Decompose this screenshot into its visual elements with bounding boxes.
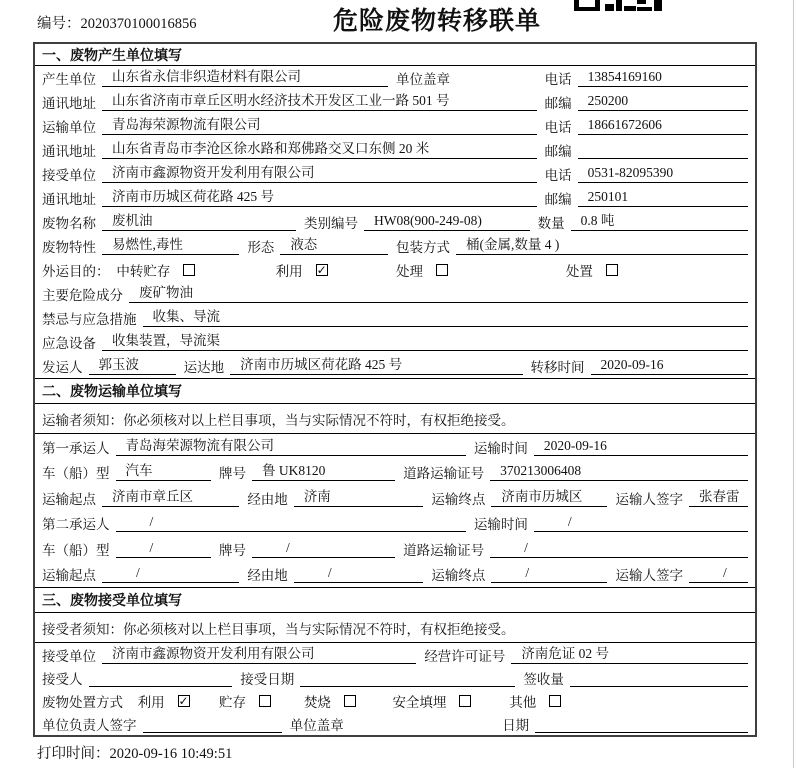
producer-unit-value: 山东省永信非织造材料有限公司 [102, 69, 388, 87]
transport-date-label: 运输时间 [473, 517, 528, 533]
transport-date-value: 2020-09-16 [534, 438, 748, 456]
checkbox-treat-box [436, 264, 448, 276]
waste-name-value: 废机油 [102, 213, 296, 231]
taboo-emergency-measures-value: 收集、导流 [143, 309, 749, 327]
unit-seal-label: 单位盖章 [289, 717, 344, 733]
phone [545, 116, 750, 136]
transfer-form-table [33, 42, 757, 737]
transport-origin [42, 564, 247, 584]
waste-name [42, 212, 304, 232]
transport-origin-value: / [102, 565, 239, 583]
transport-date-label: 运输时间 [473, 440, 528, 456]
plate-number [219, 462, 403, 482]
transport-unit-label: 运输单位 [42, 120, 96, 135]
transport-unit [42, 116, 545, 136]
checkbox-landfill-label: 安全填埋 [392, 694, 447, 710]
form-row [35, 210, 755, 234]
category-code-label: 类别编号 [303, 216, 358, 231]
form-state [247, 236, 396, 256]
first-carrier [42, 437, 474, 457]
producer-unit-label: 产生单位 [42, 72, 96, 87]
road-transport-license-label: 道路运输证号 [403, 466, 485, 482]
phone [545, 164, 750, 184]
consignor-value: 郭玉波 [89, 357, 176, 375]
received-quantity [523, 668, 750, 688]
transporter-signature-value: / [689, 565, 748, 583]
transporter-signature [615, 488, 750, 508]
transporter-signature-value: 张春雷 [689, 489, 748, 507]
checkbox-utilize-box: ✓ [178, 693, 189, 708]
checkbox-landfill [392, 691, 509, 711]
qr-code-fragment [574, 0, 662, 11]
checkbox-other-label: 其他 [509, 694, 537, 710]
form-row [35, 114, 755, 138]
receiving-unit-label: 接受单位 [42, 168, 96, 183]
form-row [35, 511, 755, 537]
packing-method [396, 236, 750, 256]
section-receiver [35, 587, 755, 735]
mailing-address-label: 通讯地址 [42, 96, 96, 111]
waste-property-value: 易燃性,毒性 [102, 237, 239, 255]
plate-number-label: 牌号 [219, 542, 246, 558]
first-carrier-label: 第一承运人 [42, 440, 110, 456]
mailing-address-value: 山东省济南市章丘区明水经济技术开发区工业一路 501 号 [102, 93, 537, 111]
checkbox-dispose-box [606, 264, 618, 276]
checkbox-other-box [549, 695, 561, 707]
emergency-equipment-label: 应急设备 [42, 336, 96, 351]
postcode-value: 250101 [578, 189, 748, 207]
checkbox-transfer-storage-box [183, 264, 195, 276]
responsible-signature-value [143, 715, 282, 733]
form-row [35, 282, 755, 306]
checkbox-utilize [138, 691, 219, 711]
transport-origin-label: 运输起点 [42, 491, 96, 507]
receiving-unit-value: 济南市鑫源物资开发利用有限公司 [102, 646, 416, 664]
transporter-signature [615, 564, 750, 584]
receive-date-label: 接受日期 [240, 671, 295, 687]
second-carrier [42, 513, 474, 533]
via-place-label: 经由地 [247, 568, 288, 584]
form-row [35, 90, 755, 114]
receiving-unit-value: 济南市鑫源物资开发利用有限公司 [102, 165, 537, 183]
road-transport-license [403, 462, 750, 482]
business-license-no-label: 经营许可证号 [424, 648, 506, 664]
form-state-value: 液态 [280, 237, 388, 255]
consignor [42, 356, 184, 376]
date-label: 日期 [502, 717, 530, 733]
checkbox-landfill-box [459, 695, 471, 707]
page-title: 危险废物转移联单 [332, 7, 541, 35]
plate-number-value: 鲁 UK8120 [252, 463, 395, 481]
phone-value: 18661672606 [578, 117, 748, 135]
mailing-address [42, 140, 545, 160]
checkbox-incinerate-label: 焚烧 [303, 694, 331, 710]
transfer-date-label: 转移时间 [530, 360, 585, 375]
form-row [35, 306, 755, 330]
form-row [35, 666, 755, 689]
form-row [35, 66, 755, 90]
receiving-unit-label: 接受单位 [42, 648, 96, 664]
checkbox-utilize [276, 260, 396, 280]
vehicle-type-value: 汽车 [116, 463, 212, 481]
transport-terminal-label: 运输终点 [431, 491, 486, 507]
road-transport-license-label: 道路运输证号 [403, 542, 485, 558]
transfer-date-value: 2020-09-16 [591, 357, 748, 375]
second-carrier-value: / [116, 514, 466, 532]
phone-value: 13854169160 [578, 69, 748, 87]
emergency-equipment [42, 332, 750, 352]
mailing-address-value: 山东省青岛市李沧区徐水路和郑佛路交叉口东侧 20 米 [102, 141, 537, 159]
transport-unit-value: 青岛海荣源物流有限公司 [102, 117, 537, 135]
plate-number-label: 牌号 [219, 466, 246, 482]
receive-date [240, 668, 523, 688]
transport-terminal-value: 济南市历城区 [491, 489, 607, 507]
checkbox-utilize-label: 利用 [137, 694, 165, 710]
mailing-address-value: 济南市历城区荷花路 425 号 [102, 189, 537, 207]
producer-unit [42, 68, 396, 88]
form-row [35, 330, 755, 354]
quantity-label: 数量 [537, 216, 565, 231]
checkbox-storage-box [259, 695, 271, 707]
first-carrier-value: 青岛海荣源物流有限公司 [116, 438, 466, 456]
receiver-name [42, 668, 240, 688]
main-hazardous-component-label: 主要危险成分 [42, 288, 123, 303]
postcode-value [578, 141, 748, 159]
checkbox-storage [219, 691, 304, 711]
checkbox-dispose-label: 处置 [565, 264, 593, 279]
checkbox-incinerate-box [344, 695, 356, 707]
unit-seal-label: 单位盖章 [396, 72, 450, 87]
taboo-emergency-measures-label: 禁忌与应急措施 [42, 312, 137, 327]
date-value [535, 715, 748, 733]
destination [184, 356, 531, 376]
plate-number-value: / [252, 540, 395, 558]
postcode-label: 邮编 [544, 144, 572, 159]
transporter-signature-label: 运输人签字 [615, 568, 683, 584]
via-place [247, 488, 431, 508]
vehicle-type [42, 539, 219, 559]
via-place-label: 经由地 [247, 491, 288, 507]
main-hazardous-component [42, 284, 750, 304]
form-row [35, 138, 755, 162]
responsible-signature-label: 单位负责人签字 [42, 717, 137, 733]
checkbox-other [509, 691, 750, 711]
form-row [35, 186, 755, 210]
checkbox-utilize-label: 利用 [275, 264, 303, 279]
postcode [545, 92, 750, 112]
transport-terminal-value: / [491, 565, 607, 583]
document-header [0, 0, 796, 42]
transfer-date [531, 356, 750, 376]
mailing-address-label: 通讯地址 [42, 144, 96, 159]
form-row [35, 536, 755, 562]
disposal-method [42, 691, 138, 711]
receive-date-value [300, 669, 515, 687]
form-state-label: 形态 [247, 240, 275, 255]
waste-property-label: 废物特性 [42, 240, 96, 255]
receiving-unit [42, 645, 424, 665]
form-row [35, 234, 755, 258]
mailing-address-label: 通讯地址 [42, 192, 96, 207]
form-row [35, 460, 755, 486]
transport-terminal [431, 488, 615, 508]
page-edge-divider [793, 0, 794, 768]
mailing-address [42, 188, 545, 208]
section-title: 二、废物运输单位填写 [35, 379, 755, 404]
transport-date [474, 513, 750, 533]
road-transport-license-value: 370213006408 [490, 463, 748, 481]
phone-label: 电话 [544, 72, 572, 87]
postcode-label: 邮编 [544, 192, 572, 207]
outbound-purpose [42, 260, 116, 280]
transport-origin-label: 运输起点 [42, 568, 96, 584]
destination-label: 运达地 [183, 360, 225, 375]
consignor-label: 发运人 [42, 360, 83, 375]
waste-property [42, 236, 247, 256]
checkbox-treat [396, 260, 566, 280]
vehicle-type-label: 车（船）型 [42, 542, 110, 558]
via-place-value: 济南 [294, 489, 424, 507]
print-time-label: 打印时间： [37, 746, 110, 762]
section-generator [35, 44, 755, 378]
vehicle-type-label: 车（船）型 [42, 466, 110, 482]
transport-origin [42, 488, 247, 508]
transport-terminal [431, 564, 615, 584]
transport-date-value: / [534, 514, 748, 532]
unit-seal [290, 714, 502, 734]
checkbox-incinerate [304, 691, 393, 711]
form-row [35, 258, 755, 282]
form-row [35, 689, 755, 712]
transport-origin-value: 济南市章丘区 [102, 489, 239, 507]
checkbox-utilize-box: ✓ [316, 263, 327, 277]
waste-name-label: 废物名称 [42, 216, 96, 231]
transporter-signature-label: 运输人签字 [615, 491, 683, 507]
form-row [35, 354, 755, 378]
business-license-no [424, 645, 750, 665]
receiver-name-label: 接受人 [42, 671, 83, 687]
postcode [545, 188, 750, 208]
phone-value: 0531-82095390 [578, 165, 748, 183]
business-license-no-value: 济南危证 02 号 [511, 646, 748, 664]
outbound-purpose-label: 外运目的： [42, 264, 110, 279]
destination-value: 济南市历城区荷花路 425 号 [230, 357, 522, 375]
serial-label: 编号： [37, 16, 81, 32]
form-row [35, 162, 755, 186]
received-quantity-label: 签收量 [523, 671, 564, 687]
mailing-address [42, 92, 545, 112]
received-quantity-value [570, 669, 748, 687]
road-transport-license [403, 539, 750, 559]
receiver-name-value [89, 669, 233, 687]
disposal-method-label: 废物处置方式 [42, 694, 123, 710]
main-hazardous-component-value: 废矿物油 [129, 285, 748, 303]
checkbox-dispose [566, 260, 750, 280]
notice-text: 接受者须知：你必须核对以上栏目事项，当与实际情况不符时，有权拒绝接受。 [35, 613, 755, 643]
taboo-emergency-measures [42, 308, 750, 328]
section-transporter [35, 378, 755, 587]
postcode-value: 250200 [578, 93, 748, 111]
responsible-signature [42, 714, 290, 734]
vehicle-type-value: / [116, 540, 212, 558]
notice-text: 运输者须知：你必须核对以上栏目事项，当与实际情况不符时，有权拒绝接受。 [35, 404, 755, 434]
unit-seal [396, 68, 545, 88]
transport-date [474, 437, 750, 457]
via-place [247, 564, 431, 584]
form-row [35, 485, 755, 511]
print-time [37, 742, 796, 763]
packing-method-value: 桶(金属,数量 4 ) [456, 237, 748, 255]
transport-terminal-label: 运输终点 [431, 568, 486, 584]
form-row [35, 434, 755, 460]
print-time-value: 2020-09-16 10:49:51 [109, 746, 233, 762]
phone-label: 电话 [544, 120, 572, 135]
phone-label: 电话 [544, 168, 572, 183]
second-carrier-label: 第二承运人 [42, 517, 110, 533]
checkbox-transfer-storage-label: 中转贮存 [116, 264, 171, 279]
section-title: 一、废物产生单位填写 [35, 44, 755, 66]
form-row [35, 712, 755, 735]
emergency-equipment-value: 收集装置，导流渠 [102, 333, 748, 351]
checkbox-transfer-storage [116, 260, 275, 280]
vehicle-type [42, 462, 219, 482]
plate-number [219, 539, 403, 559]
category-code [304, 212, 538, 232]
quantity [538, 212, 750, 232]
phone [545, 68, 750, 88]
via-place-value: / [294, 565, 424, 583]
postcode [545, 140, 750, 160]
postcode-label: 邮编 [544, 96, 572, 111]
receiving-unit [42, 164, 545, 184]
section-title: 三、废物接受单位填写 [35, 588, 755, 613]
date [502, 714, 750, 734]
form-row [35, 562, 755, 588]
form-row [35, 643, 755, 666]
category-code-value: HW08(900-249-08) [364, 213, 530, 231]
checkbox-storage-label: 贮存 [218, 694, 246, 710]
quantity-value: 0.8 吨 [571, 213, 748, 231]
packing-method-label: 包装方式 [395, 240, 450, 255]
serial-value: 2020370100016856 [80, 16, 197, 32]
road-transport-license-value: / [490, 540, 748, 558]
checkbox-treat-label: 处理 [395, 264, 423, 279]
